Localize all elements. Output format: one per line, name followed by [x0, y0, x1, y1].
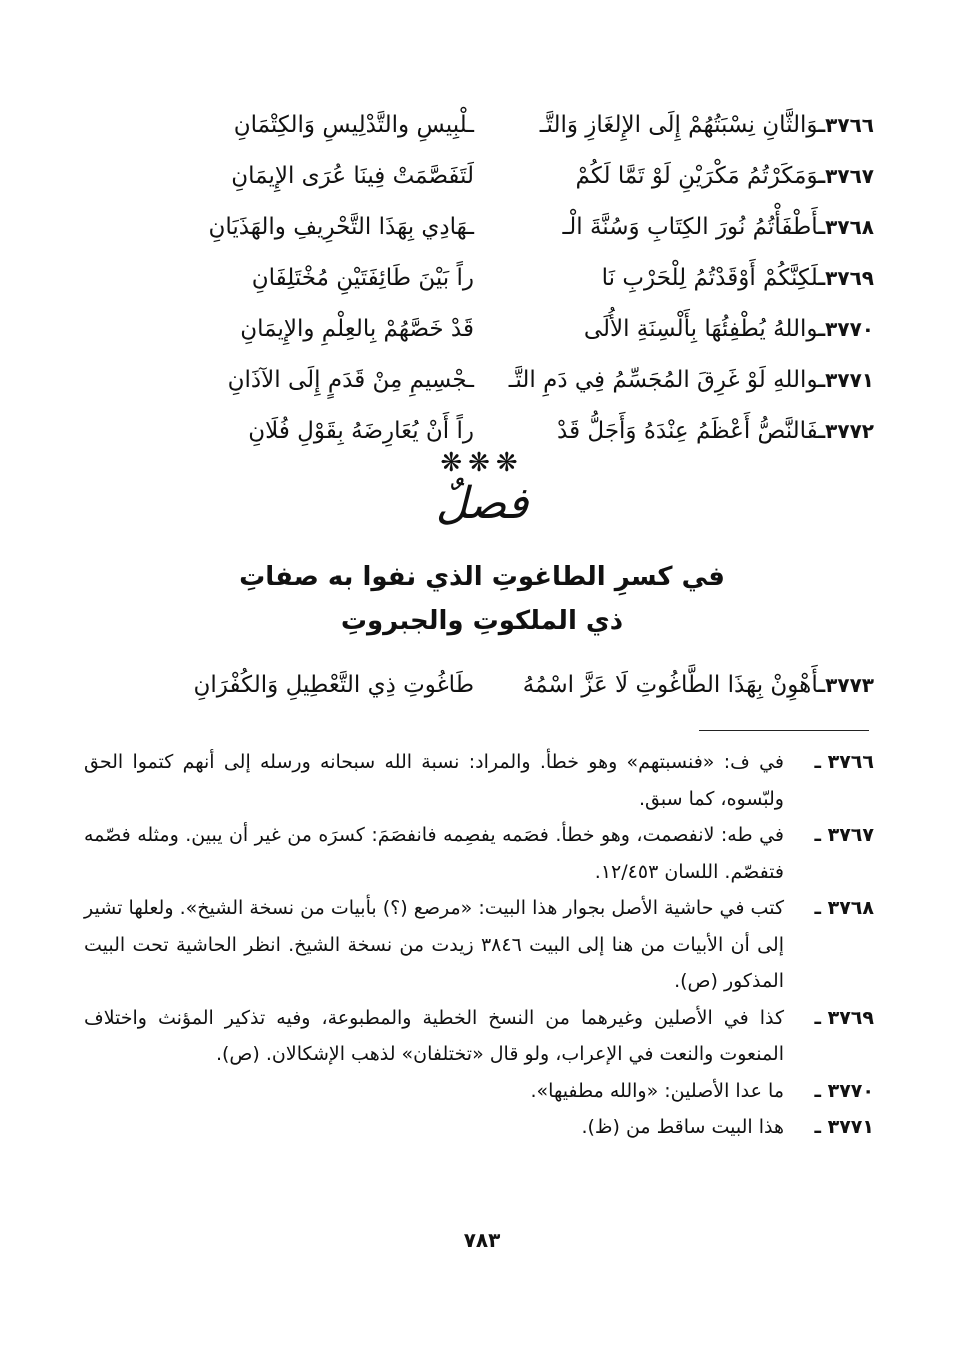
section-heading-line-2: ذي الملكوتِ والجبروتِ: [340, 606, 624, 636]
verse-3769: ٣٧٦٩ـلَكِنَّكُمْ أَوْقَدْتُمُ لِلْحَرْبِ نَا راً بَيْنَ طَائِفَتَيْنِ مُخْتَلِفَانِ: [84, 253, 874, 304]
verse-3772: ٣٧٧٢ـفَالنَّصُّ أَعْظَمُ عِنْدَهُ وَأَجَلُّ قَدْ راً أَنْ يُعَارِضَهُ بِقَوْلِ فُلَانِ: [84, 406, 874, 457]
verse-second-hemistich: طَاغُوتِ ذِي التَّعْطِيلِ وَالكُفْرَانِ: [193, 672, 474, 698]
footnote: [84, 1109, 874, 1146]
verse-second-hemistich: راً بَيْنَ طَائِفَتَيْنِ مُخْتَلِفَانِ: [251, 265, 474, 291]
footnotes: [84, 744, 874, 1146]
footnote-text: كتب في حاشية الأصل بجوار هذا البيت: «مرصع (؟) بأبيات من نسخة الشيخ». ولعلها تشير إلى أن الأبيات من هنا إلى البيت ٣٨٤٦ زيدت من نسخة الشيخ. انظر الحاشية تحت البيت المذكور (ص).: [84, 897, 784, 992]
verse-3768: ٣٧٦٨ـأَطْفَأْتُمُ نُورَ الكِتَابِ وَسُنَّةَ الْـ ـهَادِي بِهَذَا التَّحْرِيفِ والهَذَيَانِ: [84, 202, 874, 253]
verse-number: ٣٧٦٧: [825, 164, 874, 188]
verse-first-hemistich: فَالنَّصُّ أَعْظَمُ عِنْدَهُ وَأَجَلُّ قَدْ: [557, 418, 819, 444]
verse-3767: ٣٧٦٧ـوَمَكَرْتُمُ مَكْرَيْنِ لَوْ تَمَّا لَكُمْ لَتَفَصَّمَتْ فِينَا عُرَى الإِيمَانِ: [84, 151, 874, 202]
poem-verses: [84, 100, 874, 457]
footnote: [84, 1073, 874, 1110]
footnote-number: ٣٧٧٠ ـ: [814, 1079, 874, 1102]
section-title: فصلٌ: [435, 478, 529, 529]
verse-number: ٣٧٧٣: [825, 673, 874, 697]
verse-number: ٣٧٧٠: [825, 317, 874, 341]
verse-first-hemistich: وَمَكَرْتُمُ مَكْرَيْنِ لَوْ تَمَّا لَكُمْ: [575, 163, 819, 189]
verse-second-hemistich: ـهَادِي بِهَذَا التَّحْرِيفِ والهَذَيَانِ: [208, 214, 474, 240]
verse-3771: ٣٧٧١ـواللهِ لَوْ غَرِقَ المُجَسِّمُ فِي دَمِ التَّـ ـجْسِيمِ مِنْ قَدَمٍ إِلَى الآذَانِ: [84, 355, 874, 406]
verse-3766: ٣٧٦٦ـوَالثَّانِ نِسْبَتُهُمْ إِلَى الإِلغَازِ وَالتَّـ ـلْبِيسِ والتَّدْلِيسِ وَالكِتْمَانِ: [84, 100, 874, 151]
section-heading-line-1: في كسرِ الطاغوتِ الذي نفوا به صفاتِ: [239, 562, 725, 592]
verse-second-hemistich: ـلْبِيسِ والتَّدْلِيسِ وَالكِتْمَانِ: [233, 112, 474, 138]
footnote-number: ٣٧٦٧ ـ: [814, 824, 874, 846]
footnote-text: كذا في الأصلين وغيرهما من النسخ الخطية والمطبوعة، وفيه تذكير المؤنث واختلاف المنعوت والنعت في الإعراب، ولو قال «تختلفان» لذهب الإشكالان. (ص).: [84, 1006, 784, 1065]
footnote: [84, 744, 874, 817]
verse-first-hemistich: واللهُ يُطْفِئُهَا بِأَلْسِنَةِ الأُلَى: [583, 316, 819, 342]
footnote-text: ما عدا الأصلين: «والله مطفيها».: [530, 1079, 784, 1102]
footnote-number: ٣٧٧١ ـ: [814, 1116, 874, 1138]
verse-number: ٣٧٦٦: [825, 113, 874, 137]
footnote-number: ٣٧٦٩ ـ: [814, 1006, 874, 1029]
verse-first-hemistich: أَطْفَأْتُمُ نُورَ الكِتَابِ وَسُنَّةَ الْـ: [562, 214, 819, 240]
verse-first-hemistich: واللهِ لَوْ غَرِقَ المُجَسِّمُ فِي دَمِ التَّـ: [508, 367, 819, 393]
verse-3770: ٣٧٧٠ـواللهُ يُطْفِئُهَا بِأَلْسِنَةِ الأُلَى قَدْ خَصَّهُمْ بِالعِلْمِ والإِيمَانِ: [84, 304, 874, 355]
footnote: [84, 817, 874, 890]
footnote: [84, 890, 874, 1000]
footnote-text: في ف: «فنسبتهم» وهو خطأ. والمراد: نسبة الله سبحانه ورسله إلى أنهم كتموا الحق ولبّسوه، كما سبق.: [84, 751, 784, 810]
footnote: [84, 1000, 874, 1073]
verse-3773: ٣٧٧٣ـأَهْوِنْ بِهَذَا الطَّاغُوتِ لَا عَزَّ اسْمُهُ طَاغُوتِ ذِي التَّعْطِيلِ وَالكُفْرَانِ: [84, 660, 874, 711]
verse-second-hemistich: راً أَنْ يُعَارِضَهُ بِقَوْلِ فُلَانِ: [248, 418, 474, 444]
verse-second-hemistich: قَدْ خَصَّهُمْ بِالعِلْمِ والإِيمَانِ: [240, 316, 474, 342]
verse-number: ٣٧٧١: [825, 368, 874, 392]
footnote-text: في طه: لانفصمت، وهو خطأ. فصَمه يفصِمه فانفصَمَ: كسرَه من غير أن يبين. ومثله فصّمه فتفصّم. اللسان ١٢/٤٥٣.: [84, 824, 784, 883]
verse-first-hemistich: لَكِنَّكُمْ أَوْقَدْتُمُ لِلْحَرْبِ نَا: [601, 265, 819, 291]
verse-number: ٣٧٦٩: [825, 266, 874, 290]
footnote-separator: [699, 730, 869, 731]
verse-first-hemistich: وَالثَّانِ نِسْبَتُهُمْ إِلَى الإِلغَازِ وَالتَّـ: [539, 112, 819, 138]
verse-second-hemistich: ـجْسِيمِ مِنْ قَدَمٍ إِلَى الآذَانِ: [227, 367, 474, 393]
verse-number: ٣٧٧٢: [825, 419, 874, 443]
footnote-number: ٣٧٦٦ ـ: [814, 751, 874, 773]
footnote-number: ٣٧٦٨ ـ: [814, 897, 874, 919]
footnote-text: هذا البيت ساقط من (ظ).: [581, 1116, 784, 1138]
section-ornament: ❋❋❋: [440, 448, 524, 478]
verse-first-hemistich: أَهْوِنْ بِهَذَا الطَّاغُوتِ لَا عَزَّ اسْمُهُ: [522, 672, 819, 698]
page-number: ٧٨٣: [463, 1228, 501, 1252]
verse-second-hemistich: لَتَفَصَّمَتْ فِينَا عُرَى الإِيمَانِ: [231, 163, 474, 189]
verse-number: ٣٧٦٨: [825, 215, 874, 239]
